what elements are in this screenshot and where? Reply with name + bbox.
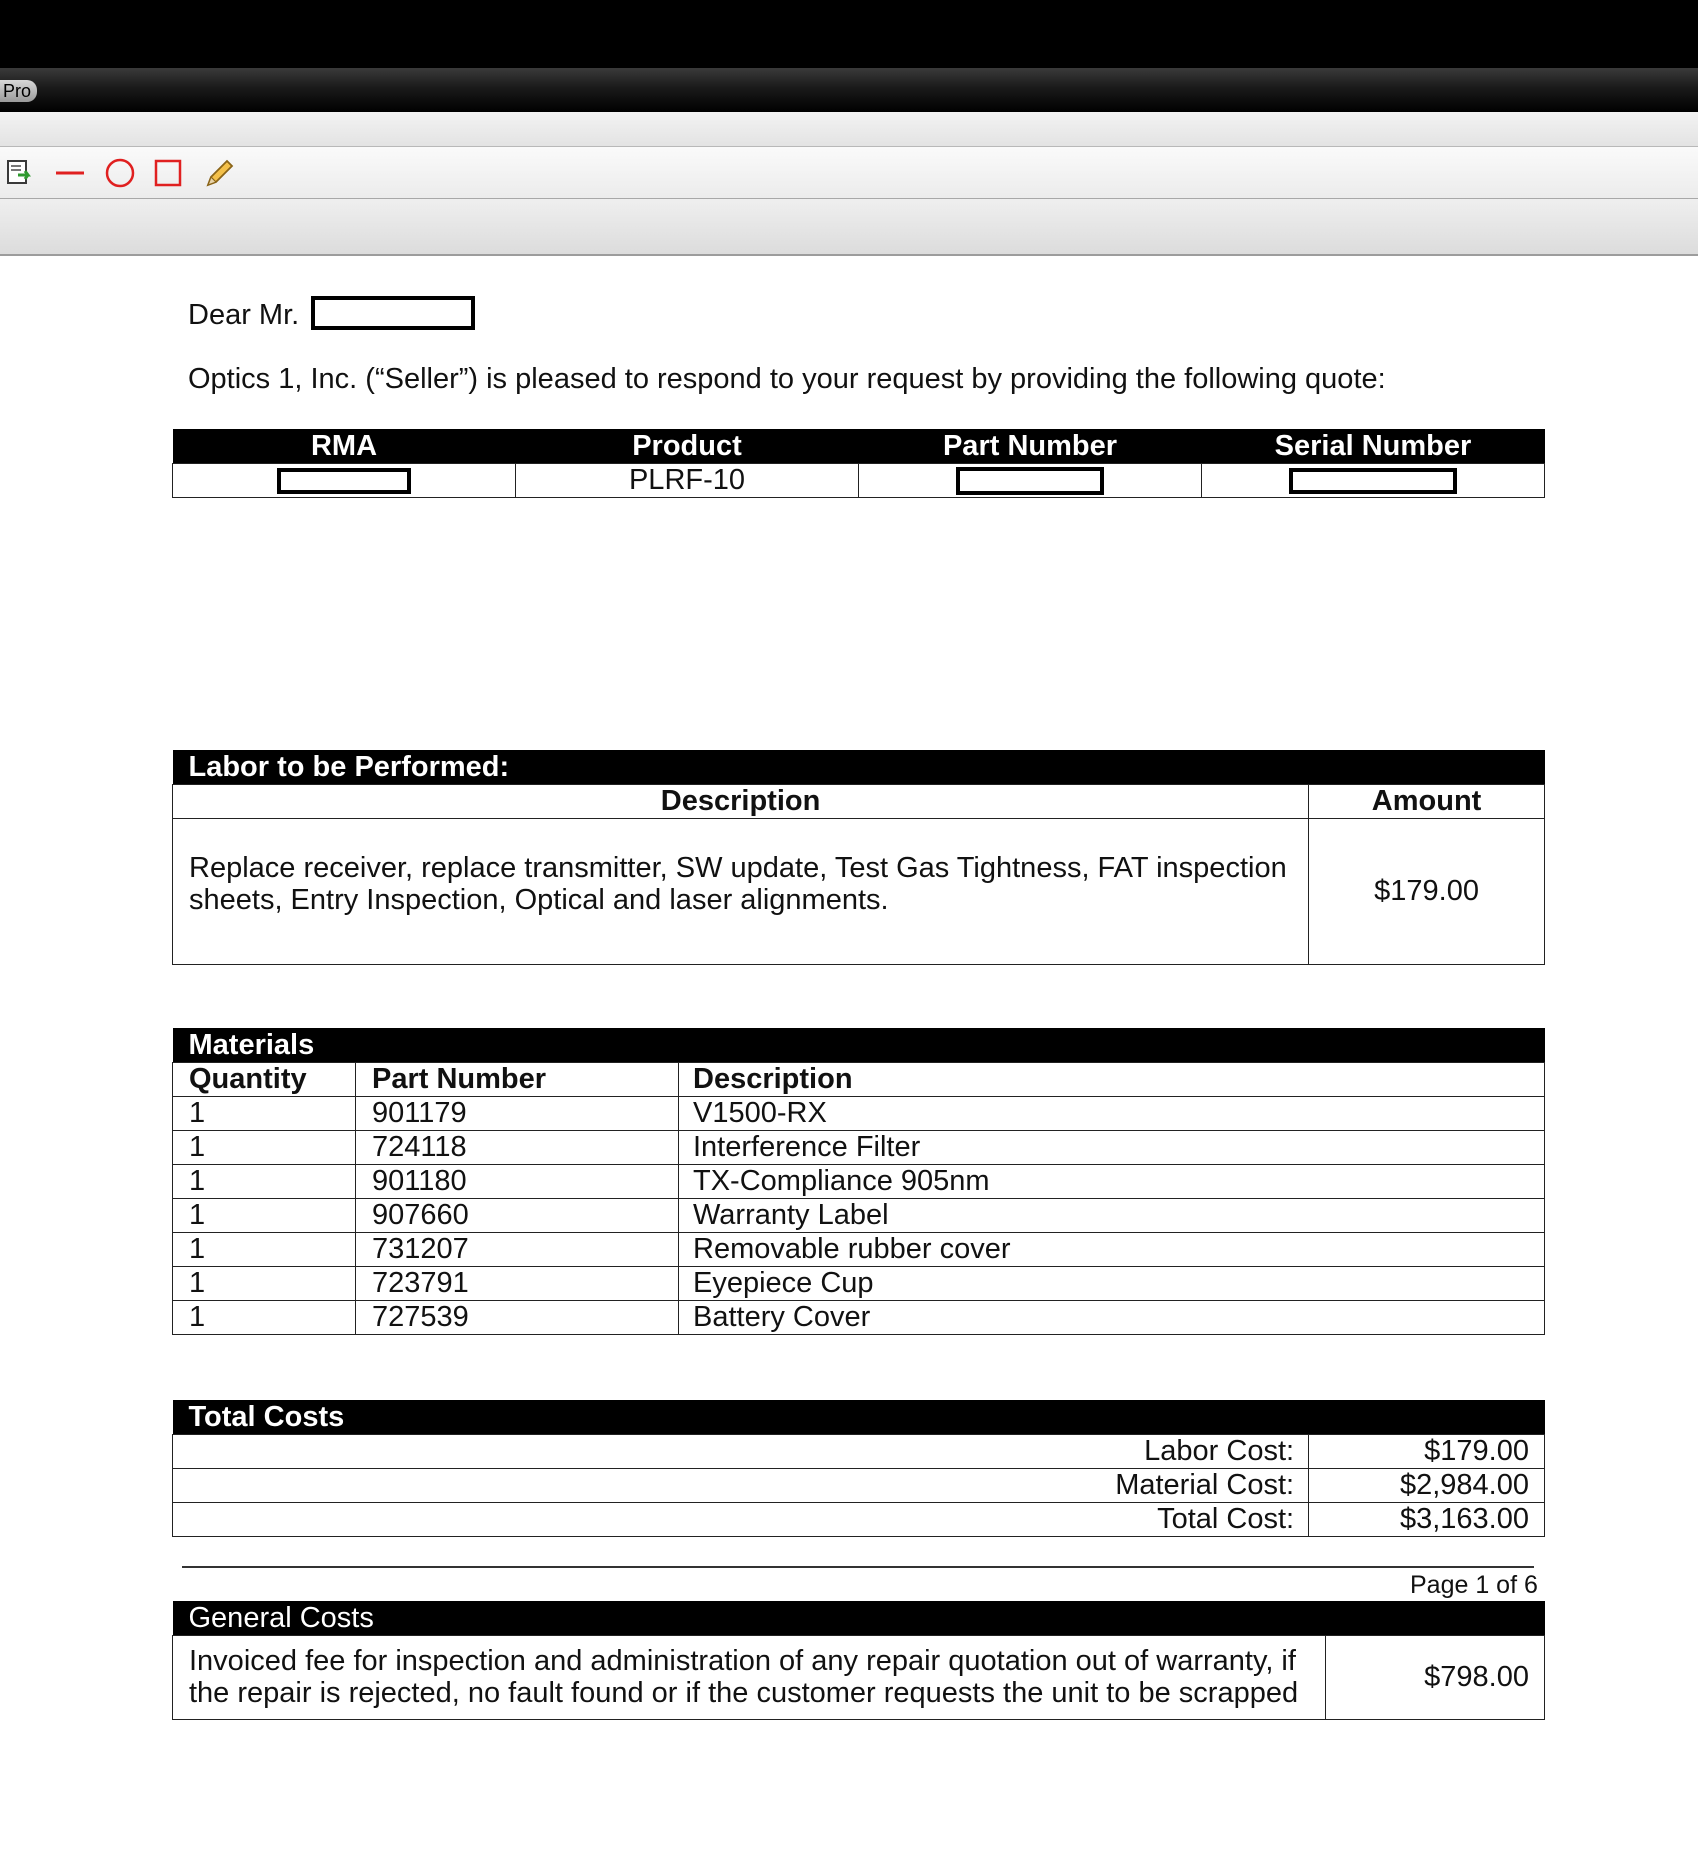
material-row — [173, 1198, 1545, 1232]
material-part-number: 901180 — [356, 1164, 679, 1198]
material-description: Battery Cover — [679, 1300, 1545, 1334]
labor-title: Labor to be Performed: — [188, 750, 510, 783]
material-row — [173, 1232, 1545, 1266]
material-part-number: 907660 — [356, 1198, 679, 1232]
rectangle-tool-icon[interactable] — [150, 155, 186, 191]
rma-header: RMA — [310, 429, 378, 462]
redacted-part-number — [956, 467, 1104, 495]
line-tool-icon[interactable] — [52, 155, 88, 191]
page-number: Page 1 of 6 — [1410, 1571, 1538, 1599]
total-costs-title: Total Costs — [188, 1400, 345, 1433]
material-row — [173, 1130, 1545, 1164]
materials-title: Materials — [188, 1028, 315, 1061]
intro-paragraph: Optics 1, Inc. (“Seller”) is pleased to respond to your request by providing the following quote: — [188, 363, 1386, 395]
footer-rule — [182, 1566, 1534, 1568]
screen-top-bar — [0, 0, 1698, 68]
redacted-serial-number — [1289, 468, 1457, 494]
labor-table — [172, 750, 1545, 965]
material-quantity: 1 — [173, 1266, 356, 1300]
labor-amount-cell: $179.00 — [1309, 818, 1545, 964]
general-costs-amount: $798.00 — [1326, 1635, 1545, 1719]
material-quantity: 1 — [173, 1130, 356, 1164]
material-part-number: 731207 — [356, 1232, 679, 1266]
export-icon[interactable] — [2, 155, 38, 191]
material-quantity: 1 — [173, 1198, 356, 1232]
labor-description-header: Description — [173, 784, 1309, 818]
material-cost-label: Material Cost: — [173, 1468, 1309, 1502]
material-part-number: 724118 — [356, 1130, 679, 1164]
materials-table — [172, 1028, 1545, 1335]
material-quantity: 1 — [173, 1232, 356, 1266]
ellipse-tool-icon[interactable] — [102, 155, 138, 191]
salutation-text: Dear Mr. — [188, 299, 300, 331]
material-row — [173, 1164, 1545, 1198]
annotation-toolbar — [0, 147, 1698, 199]
title-bar — [0, 68, 1698, 112]
material-description-header: Description — [679, 1062, 1545, 1096]
materials-rows — [173, 1096, 1545, 1334]
document-page — [0, 256, 1698, 1875]
material-part-number: 723791 — [356, 1266, 679, 1300]
total-costs-table — [172, 1400, 1545, 1537]
material-description: Removable rubber cover — [679, 1232, 1545, 1266]
product-cell: PLRF-10 — [516, 463, 859, 497]
labor-amount-header: Amount — [1309, 784, 1545, 818]
redacted-rma — [277, 468, 411, 494]
product-header: Product — [632, 429, 742, 462]
part-number-cell — [859, 463, 1202, 497]
general-costs-line2: the repair is rejected, no fault found or if the customer requests the unit to be scrapped — [189, 1677, 1299, 1709]
material-cost-value: $2,984.00 — [1309, 1468, 1545, 1502]
material-part-number: 901179 — [356, 1096, 679, 1130]
material-description: Eyepiece Cup — [679, 1266, 1545, 1300]
general-costs-table — [172, 1601, 1545, 1720]
pencil-tool-icon[interactable] — [200, 155, 236, 191]
secondary-toolbar — [0, 199, 1698, 256]
salutation — [188, 296, 475, 332]
labor-description-cell — [173, 818, 1309, 964]
total-cost-label: Total Cost: — [173, 1502, 1309, 1536]
quantity-header: Quantity — [173, 1062, 356, 1096]
material-quantity: 1 — [173, 1164, 356, 1198]
menu-bar — [0, 112, 1698, 147]
material-description: TX-Compliance 905nm — [679, 1164, 1545, 1198]
material-description: Warranty Label — [679, 1198, 1545, 1232]
general-costs-title: General Costs — [188, 1601, 374, 1634]
serial-number-header: Serial Number — [1274, 429, 1472, 462]
material-quantity: 1 — [173, 1300, 356, 1334]
material-row — [173, 1266, 1545, 1300]
labor-cost-label: Labor Cost: — [173, 1434, 1309, 1468]
material-row — [173, 1096, 1545, 1130]
general-costs-line1: Invoiced fee for inspection and administration of any repair quotation out of warranty, if — [189, 1645, 1296, 1677]
material-quantity: 1 — [173, 1096, 356, 1130]
redacted-name — [311, 296, 475, 330]
labor-description-line1: Replace receiver, replace transmitter, SW update, Test Gas Tightness, FAT inspection — [189, 852, 1287, 884]
total-cost-value: $3,163.00 — [1309, 1502, 1545, 1536]
material-row — [173, 1300, 1545, 1334]
general-costs-description — [173, 1635, 1326, 1719]
material-part-number: 727539 — [356, 1300, 679, 1334]
app-label[interactable]: Pro — [0, 80, 37, 102]
labor-cost-value: $179.00 — [1309, 1434, 1545, 1468]
material-part-number-header: Part Number — [356, 1062, 679, 1096]
product-table — [172, 429, 1545, 498]
labor-description-line2: sheets, Entry Inspection, Optical and laser alignments. — [189, 884, 889, 916]
rma-cell — [173, 463, 516, 497]
material-description: V1500-RX — [679, 1096, 1545, 1130]
material-description: Interference Filter — [679, 1130, 1545, 1164]
serial-number-cell — [1202, 463, 1545, 497]
part-number-header: Part Number — [942, 429, 1118, 462]
